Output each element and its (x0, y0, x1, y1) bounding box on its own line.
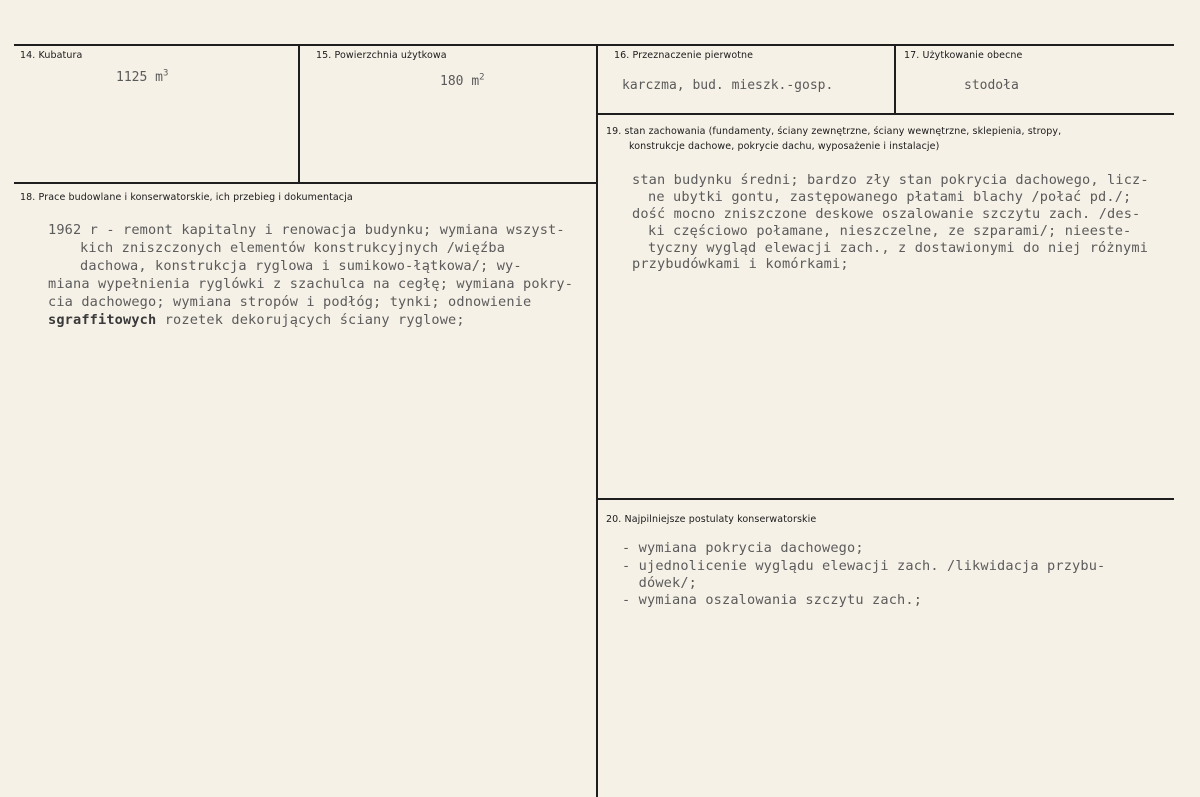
section20-line: - ujednolicenie wyglądu elewacji zach. /likwidacja przybu- (622, 558, 1106, 574)
kubatura-value (116, 70, 168, 85)
przeznaczenie-label: 16. Przeznaczenie pierwotne (614, 50, 754, 61)
kubatura-label: 14. Kubatura (20, 50, 83, 61)
rule-header-right (598, 113, 1174, 115)
section18-line: dachowa, konstrukcja ryglowa i sumikowo-łątkowa/; wy- (80, 258, 522, 274)
section18-line-rest: rozetek dekorujących ściany ryglowe; (164, 312, 465, 328)
uzytkowanie-label: 17. Użytkowanie obecne (904, 50, 1023, 61)
section20-line: - wymiana oszalowania szczytu zach.; (622, 592, 923, 608)
section18-line: kich zniszczonych elementów konstrukcyjnych /więźba (80, 240, 506, 256)
uzytkowanie-value: stodoła (964, 78, 1019, 93)
section19-line: ne ubytki gontu, zastępowanego płatami blachy /połać pd./; (648, 189, 1132, 205)
section19-line: ki częściowo połamane, nieszczelne, ze szparami/; nieeste- (648, 223, 1132, 239)
powierzchnia-number: 180 (440, 74, 464, 89)
section18-label: 18. Prace budowlane i konserwatorskie, ich przebieg i dokumentacja (20, 192, 353, 203)
section19-line: stan budynku średni; bardzo zły stan pokrycia dachowego, licz- (632, 172, 1149, 188)
section20-label: 20. Najpilniejsze postulaty konserwatorskie (606, 514, 817, 525)
section19-line: tyczny wygląd elewacji zach., z dostawionymi do niej różnymi (648, 240, 1149, 256)
section19-label-line2: konstrukcje dachowe, pokrycie dachu, wyposażenie i instalacje) (629, 141, 940, 152)
powierzchnia-value (440, 74, 485, 89)
rule-section20-top (598, 498, 1174, 500)
powierzchnia-label: 15. Powierzchnia użytkowa (316, 50, 447, 61)
section20-line: dówek/; (622, 575, 698, 591)
section19-label-line1: 19. stan zachowania (fundamenty, ściany zewnętrzne, ściany wewnętrzne, sklepienia, stropy, (606, 126, 1062, 137)
section19-line: przybudówkami i komórkami; (632, 256, 849, 272)
top-rule (14, 44, 1174, 46)
kubatura-unit: m (155, 70, 163, 85)
przeznaczenie-value: karczma, bud. mieszk.-gosp. (622, 78, 834, 93)
kubatura-number: 1125 (116, 70, 148, 85)
section18-line: miana wypełnienia ryglówki z szachulca na cegłę; wymiana pokry- (48, 276, 574, 292)
powierzchnia-exponent: 2 (479, 72, 485, 83)
section18-emphasis: sgraffitowych (48, 312, 157, 328)
divider-16-17 (894, 44, 896, 113)
kubatura-exponent: 3 (162, 68, 169, 79)
powierzchnia-unit: m (471, 74, 480, 89)
rule-section18-top (14, 182, 598, 184)
section19-line: dość mocno zniszczone deskowe oszalowanie szczytu zach. /des- (632, 206, 1141, 222)
section20-line: - wymiana pokrycia dachowego; (622, 540, 864, 556)
section18-line: 1962 r - remont kapitalny i renowacja budynku; wymiana wszyst- (48, 222, 565, 238)
section18-line: cia dachowego; wymiana stropów i podłóg; tynki; odnowienie (48, 294, 532, 310)
divider-center (596, 44, 598, 797)
divider-14-15 (298, 44, 300, 182)
section18-line-last (48, 312, 465, 328)
